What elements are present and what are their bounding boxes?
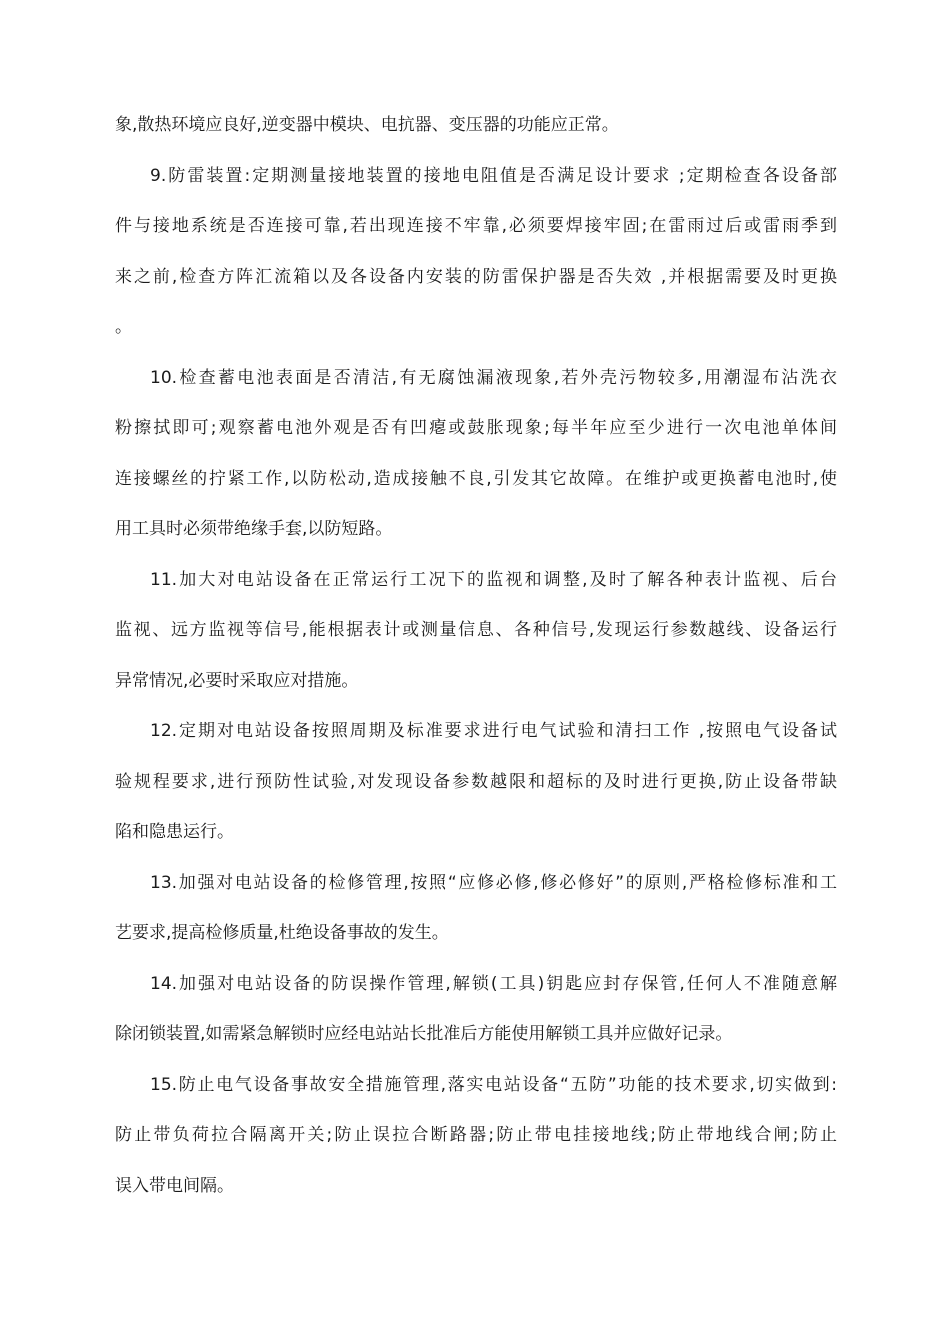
text-line: 用工具时必须带绝缘手套,以防短路。 — [115, 519, 393, 539]
text-line: 11.加大对电站设备在正常运行工况下的监视和调整,及时了解各种表计监视、后台 — [150, 569, 837, 590]
text-line: 陷和隐患运行。 — [115, 822, 234, 842]
text-line: 。 — [115, 317, 132, 337]
text-line: 9.防雷装置:定期测量接地装置的接地电阻值是否满足设计要求 ;定期检查各设备部 — [150, 165, 837, 186]
text-line: 12.定期对电站设备按照周期及标准要求进行电气试验和清扫工作 ,按照电气设备试 — [150, 721, 837, 741]
text-line: 防止带负荷拉合隔离开关;防止误拉合断路器;防止带电挂接地线;防止带地线合闸;防止 — [115, 1125, 837, 1145]
text-line: 10.检查蓄电池表面是否清洁,有无腐蚀漏液现象,若外壳污物较多,用潮湿布沾洗衣 — [150, 367, 837, 388]
text-line: 象,散热环境应良好,逆变器中模块、电抗器、变压器的功能应正常。 — [115, 115, 619, 135]
text-line: 13.加强对电站设备的检修管理,按照“应修必修,修必修好”的原则,严格检修标准和工 — [150, 872, 837, 893]
document-body — [115, 100, 837, 1211]
text-line: 15.防止电气设备事故安全措施管理,落实电站设备“五防”功能的技术要求,切实做到: — [150, 1074, 837, 1095]
text-line: 粉擦拭即可;观察蓄电池外观是否有凹瘪或鼓胀现象;每半年应至少进行一次电池单体间 — [115, 418, 837, 438]
text-line: 异常情况,必要时采取应对措施。 — [115, 670, 359, 691]
text-line: 除闭锁装置,如需紧急解锁时应经电站站长批准后方能使用解锁工具并应做好记录。 — [115, 1024, 733, 1044]
text-line: 监视、远方监视等信号,能根据表计或测量信息、各种信号,发现运行参数越线、设备运行 — [115, 620, 837, 640]
text-line: 件与接地系统是否连接可靠,若出现连接不牢靠,必须要焊接牢固;在雷雨过后或雷雨季到 — [115, 216, 837, 236]
text-line: 来之前,检查方阵汇流箱以及各设备内安装的防雷保护器是否失效 ,并根据需要及时更换 — [115, 266, 837, 287]
text-line: 艺要求,提高检修质量,杜绝设备事故的发生。 — [115, 923, 449, 943]
text-line: 误入带电间隔。 — [115, 1175, 234, 1196]
text-line: 连接螺丝的拧紧工作,以防松动,造成接触不良,引发其它故障。在维护或更换蓄电池时,使 — [115, 468, 837, 489]
text-line: 14.加强对电站设备的防误操作管理,解锁(工具)钥匙应封存保管,任何人不准随意解 — [150, 973, 837, 994]
text-line: 验规程要求,进行预防性试验,对发现设备参数越限和超标的及时进行更换,防止设备带缺 — [115, 771, 837, 792]
